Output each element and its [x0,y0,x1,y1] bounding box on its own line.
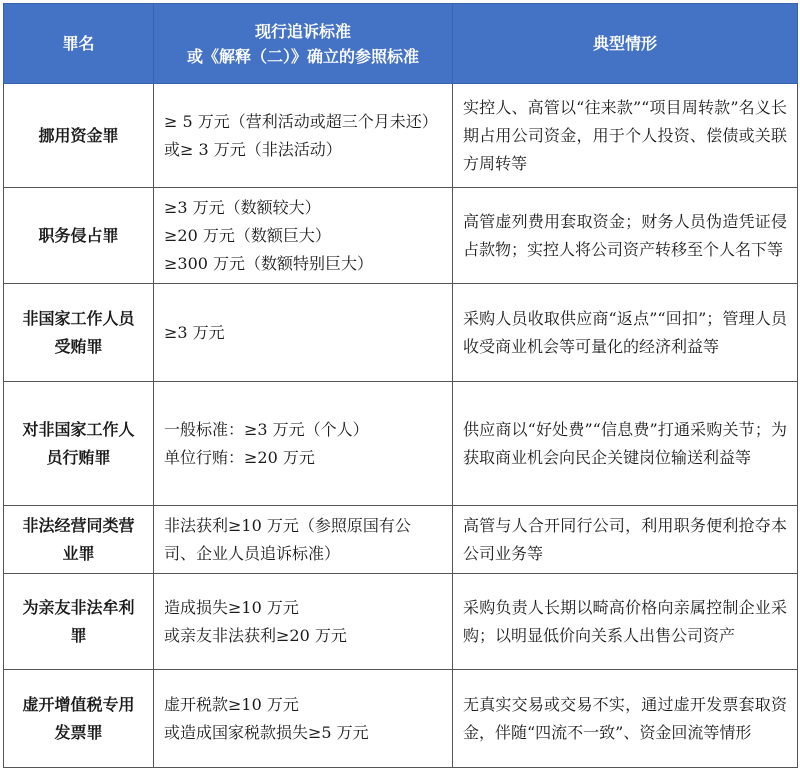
standard-line: 造成损失≥10 万元 [164,597,299,617]
case-cell: 高管与人合开同行公司，利用职务便利抢夺本公司业务等 [453,506,798,574]
table-row [4,506,798,574]
case-cell: 供应商以“好处费”“信息费”打通采购关节；为获取商业机会向民企关键岗位输送利益等 [453,382,798,506]
standard-cell [154,84,453,188]
standard-cell [154,670,453,768]
standard-line: ≥20 万元（数额巨大） [164,225,331,245]
header-standard [154,4,453,84]
table-row [4,574,798,670]
crime-name-cell: 虚开增值税专用发票罪 [4,670,154,768]
standard-line: ≥300 万元（数额特别巨大） [164,253,374,273]
standard-line: 非法获利≥10 万元（参照原国有公司、企业人员追诉标准） [164,515,411,563]
standard-line: 一般标准：≥3 万元（个人） [164,419,369,439]
crime-name-cell: 非法经营同类营业罪 [4,506,154,574]
case-cell: 实控人、高管以“往来款”“项目周转款”名义长期占用公司资金，用于个人投资、偿债或关联方周转等 [453,84,798,188]
standard-line: 或造成国家税款损失≥5 万元 [164,722,369,742]
standard-line: ≥3 万元 [164,322,225,342]
crime-name-cell: 非国家工作人员受贿罪 [4,284,154,382]
standard-cell [154,188,453,284]
case-cell: 采购负责人长期以畸高价格向亲属控制企业采购；以明显低价向关系人出售公司资产 [453,574,798,670]
crime-name-cell: 挪用资金罪 [4,84,154,188]
case-cell: 无真实交易或交易不实，通过虚开发票套取资金，伴随“四流不一致”、资金回流等情形 [453,670,798,768]
table-header [4,4,798,84]
header-standard-line2: 或《解释（二）》确立的参照标准 [186,46,419,66]
table-row [4,670,798,768]
table-row [4,188,798,284]
table-body [4,84,798,768]
table-row [4,382,798,506]
standard-cell [154,506,453,574]
table-row [4,84,798,188]
table-row [4,284,798,382]
standard-cell [154,574,453,670]
standard-cell [154,382,453,506]
standard-line: 虚开税款≥10 万元 [164,694,299,714]
header-crime-name: 罪名 [4,4,154,84]
header-row [4,4,798,84]
crime-name-cell: 对非国家工作人员行贿罪 [4,382,154,506]
case-cell: 高管虚列费用套取资金；财务人员伪造凭证侵占款物；实控人将公司资产转移至个人名下等 [453,188,798,284]
standard-line: 单位行贿：≥20 万元 [164,447,315,467]
header-typical-case: 典型情形 [453,4,798,84]
standard-line: ≥3 万元（数额较大） [164,197,321,217]
crime-standards-table [3,3,798,768]
case-cell: 采购人员收取供应商“返点”“回扣”；管理人员收受商业机会等可量化的经济利益等 [453,284,798,382]
crime-name-cell: 为亲友非法牟利罪 [4,574,154,670]
standard-line: ≥ 5 万元（营利活动或超三个月未还）或≥ 3 万元（非法活动） [164,111,438,159]
crime-name-cell: 职务侵占罪 [4,188,154,284]
standard-cell [154,284,453,382]
standard-line: 或亲友非法获利≥20 万元 [164,625,347,645]
header-standard-line1: 现行追诉标准 [254,21,351,41]
